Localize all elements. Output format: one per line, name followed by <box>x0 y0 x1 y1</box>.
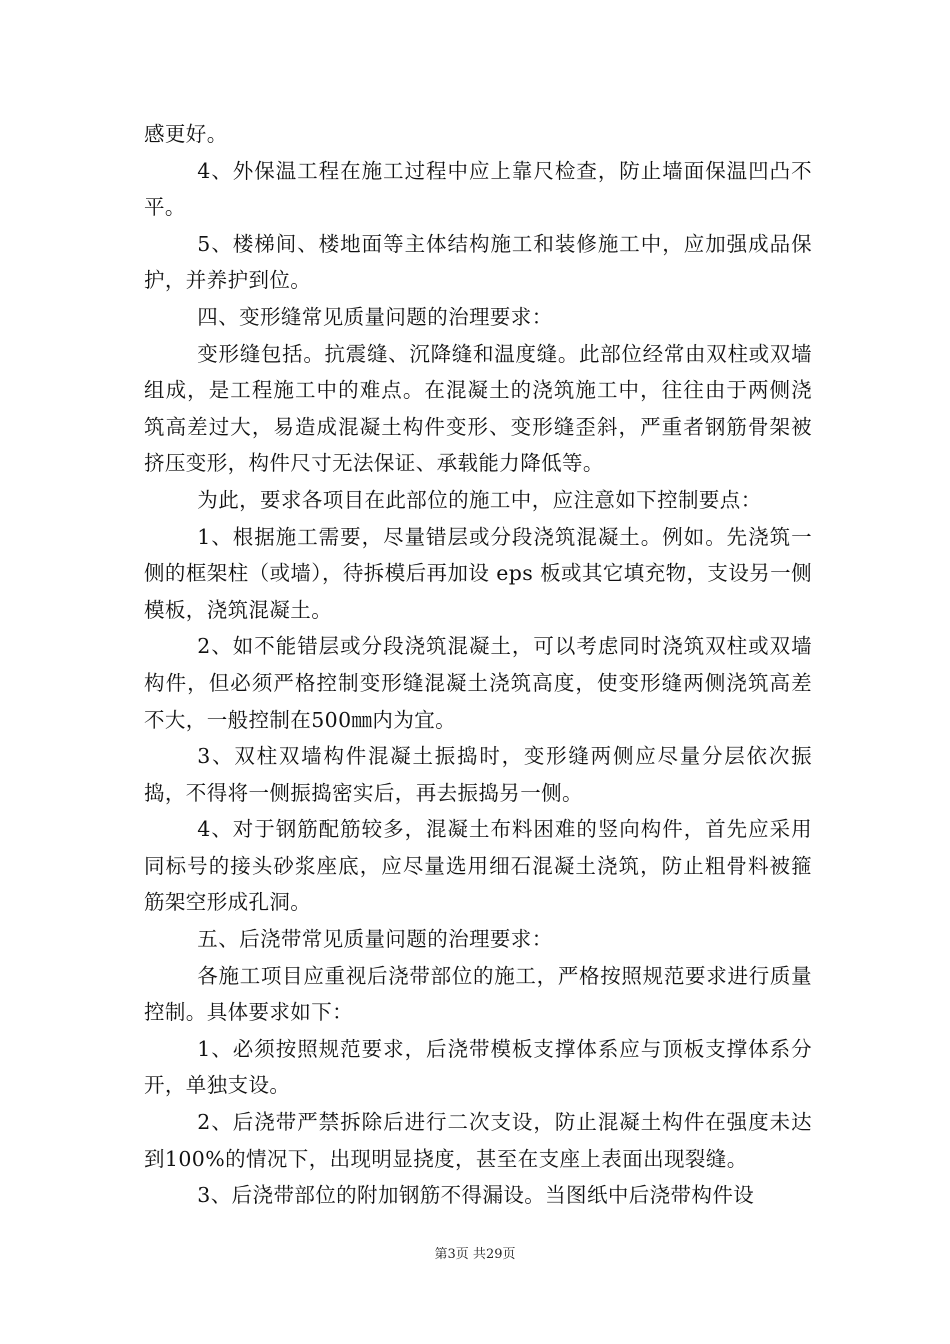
paragraph: 4、对于钢筋配筋较多，混凝土布料困难的竖向构件，首先应采用同标号的接头砂浆座底，应尽量选用细石混凝土浇筑，防止粗骨料被箍筋架空形成孔洞。 <box>144 817 812 915</box>
paragraph: 1、根据施工需要，尽量错层或分段浇筑混凝土。例如。先浇筑一侧的框架柱（或墙），待拆模后再加设 eps 板或其它填充物，支设另一侧模板，浇筑混凝土。 <box>144 524 812 622</box>
current-page-number: 3 <box>447 1247 456 1262</box>
footer-middle: 页 共 <box>455 1247 486 1262</box>
paragraph: 3、双柱双墙构件混凝土振捣时，变形缝两侧应尽量分层依次振捣，不得将一侧振捣密实后，再去振捣另一侧。 <box>144 744 812 805</box>
paragraph: 2、如不能错层或分段浇筑混凝土，可以考虑同时浇筑双柱或双墙构件，但必须严格控制变形缝混凝土浇筑高度，使变形缝两侧浇筑高差不大，一般控制在500㎜内为宜。 <box>144 634 812 732</box>
footer-suffix: 页 <box>502 1247 516 1262</box>
paragraph: 各施工项目应重视后浇带部位的施工，严格按照规范要求进行质量控制。具体要求如下： <box>144 963 812 1025</box>
paragraph: 2、后浇带严禁拆除后进行二次支设，防止混凝土构件在强度未达到100%的情况下，出现明显挠度，甚至在支座上表面出现裂缝。 <box>144 1110 812 1171</box>
paragraph: 感更好。 <box>144 122 228 146</box>
paragraph: 为此，要求各项目在此部位的施工中，应注意如下控制要点： <box>197 487 762 512</box>
paragraph: 变形缝包括。抗震缝、沉降缝和温度缝。此部位经常由双柱或双墙组成，是工程施工中的难点。在混凝土的浇筑施工中，往往由于两侧浇筑高差过大，易造成混凝土构件变形、变形缝歪斜，严重者钢筋骨架被挤压变形，构件尺寸无法保证、承载能力降低等。 <box>144 341 812 476</box>
section-heading: 四、变形缝常见质量问题的治理要求： <box>197 304 553 329</box>
paragraph: 5、楼梯间、楼地面等主体结构施工和装修施工中，应加强成品保护，并养护到位。 <box>144 231 812 293</box>
page-number-footer <box>0 1246 950 1264</box>
paragraph: 3、后浇带部位的附加钢筋不得漏设。当图纸中后浇带构件设 <box>197 1183 755 1208</box>
paragraph: 4、外保温工程在施工过程中应上靠尺检查，防止墙面保温凹凸不平。 <box>144 158 812 220</box>
paragraph: 1、必须按照规范要求，后浇带模板支撑体系应与顶板支撑体系分开，单独支设。 <box>144 1036 812 1098</box>
document-body <box>144 116 812 1214</box>
section-heading: 五、后浇带常见质量问题的治理要求： <box>197 927 553 952</box>
total-page-count: 29 <box>485 1247 503 1262</box>
footer-prefix: 第 <box>434 1247 448 1262</box>
